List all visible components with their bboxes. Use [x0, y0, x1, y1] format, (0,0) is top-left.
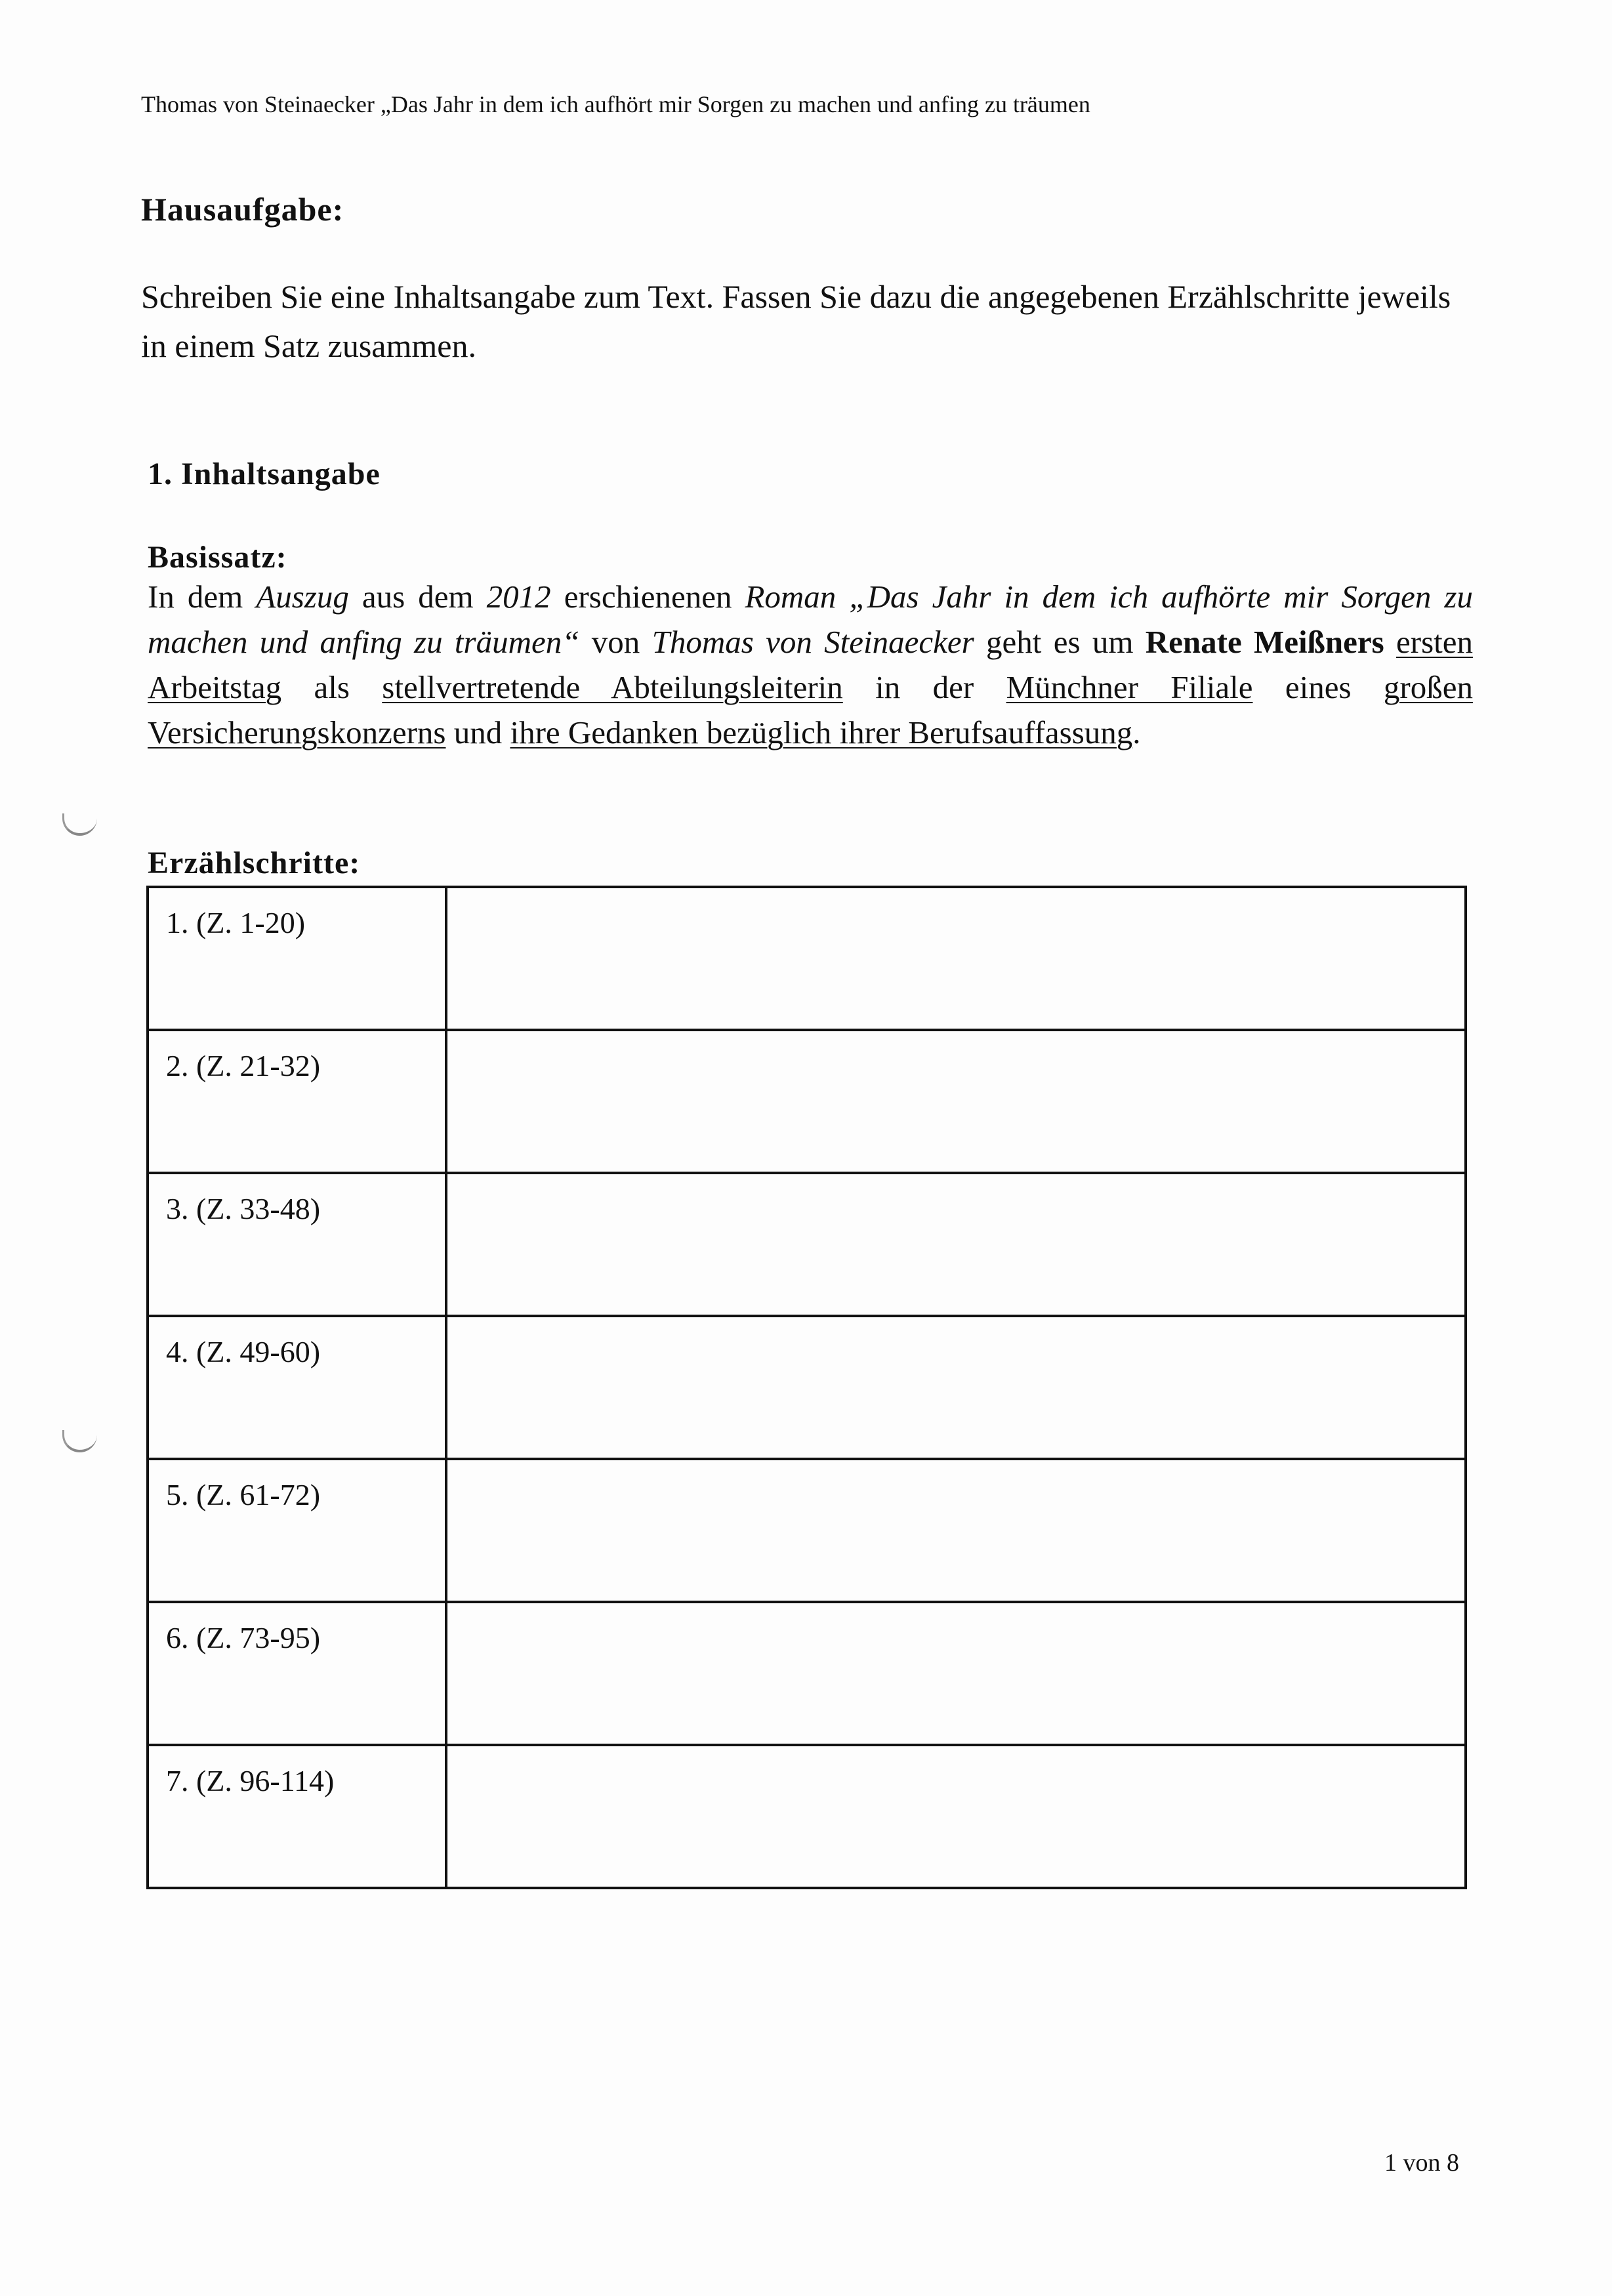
basis-author: Thomas von Steinaecker	[651, 624, 974, 660]
step-answer-cell[interactable]	[446, 1030, 1466, 1173]
step-label: 1. (Z. 1-20)	[148, 887, 446, 1030]
basis-year: 2012	[486, 579, 551, 615]
table-row	[148, 1602, 1466, 1745]
basis-text-part: .	[1132, 714, 1141, 750]
basis-branch: Münchner Filiale	[1006, 669, 1253, 705]
homework-instruction: Schreiben Sie eine Inhaltsangabe zum Text. Fassen Sie dazu die angegebenen Erzählschritte jeweils in einem Satz zusammen.	[141, 278, 1451, 364]
homework-heading: Hausaufgabe:	[141, 191, 344, 228]
basis-text-part	[1384, 624, 1396, 660]
step-label: 6. (Z. 73-95)	[148, 1602, 446, 1745]
punch-hole-mark	[62, 1430, 97, 1452]
basis-protagonist: Renate Meißners	[1145, 624, 1384, 660]
table-row	[148, 887, 1466, 1030]
step-answer-cell[interactable]	[446, 1459, 1466, 1602]
step-answer-cell[interactable]	[446, 1602, 1466, 1745]
table-row	[148, 1173, 1466, 1316]
step-answer-cell[interactable]	[446, 887, 1466, 1030]
step-label: 4. (Z. 49-60)	[148, 1316, 446, 1459]
basis-text-part: von	[579, 624, 652, 660]
document-header: Thomas von Steinaecker „Das Jahr in dem ich aufhört mir Sorgen zu machen und anfing zu träumen	[141, 91, 1090, 117]
basis-company: großen Versicherungskonzerns	[148, 669, 1473, 750]
basis-text-part: erschienenen	[550, 579, 745, 615]
basis-text-part: eines	[1252, 669, 1384, 705]
step-label: 2. (Z. 21-32)	[148, 1030, 446, 1173]
basis-excerpt: Auszug	[256, 579, 349, 615]
punch-hole-mark	[62, 813, 97, 836]
step-answer-cell[interactable]	[446, 1745, 1466, 1888]
basis-first-day: ersten Arbeitstag	[148, 624, 1474, 705]
basis-text-part: aus dem	[348, 579, 487, 615]
basis-text-part: geht es um	[974, 624, 1146, 660]
basis-text-part: In dem	[148, 579, 257, 615]
table-row	[148, 1745, 1466, 1888]
basis-novel-title: Roman „Das Jahr in dem ich aufhörte mir Sorgen zu machen und anfing zu träumen“	[148, 579, 1473, 660]
summary-heading: 1. Inhaltsangabe	[148, 457, 381, 491]
narrative-steps-table	[146, 886, 1467, 1889]
basis-text-part: als	[281, 669, 382, 705]
step-answer-cell[interactable]	[446, 1173, 1466, 1316]
basis-heading: Basissatz:	[148, 540, 287, 575]
table-row	[148, 1316, 1466, 1459]
basis-role: stellvertretende Abteilungsleiterin	[382, 669, 843, 705]
table-row	[148, 1030, 1466, 1173]
basis-text-part: und	[445, 714, 510, 750]
basis-sentence	[148, 574, 1473, 755]
basis-text-part: in der	[842, 669, 1006, 705]
step-answer-cell[interactable]	[446, 1316, 1466, 1459]
step-label: 3. (Z. 33-48)	[148, 1173, 446, 1316]
step-label: 7. (Z. 96-114)	[148, 1745, 446, 1888]
step-label: 5. (Z. 61-72)	[148, 1459, 446, 1602]
page-number: 1 von 8	[1384, 2149, 1459, 2177]
basis-thoughts: ihre Gedanken bezüglich ihrer Berufsauffassung	[510, 714, 1133, 750]
steps-heading: Erzählschritte:	[148, 846, 361, 880]
table-row	[148, 1459, 1466, 1602]
